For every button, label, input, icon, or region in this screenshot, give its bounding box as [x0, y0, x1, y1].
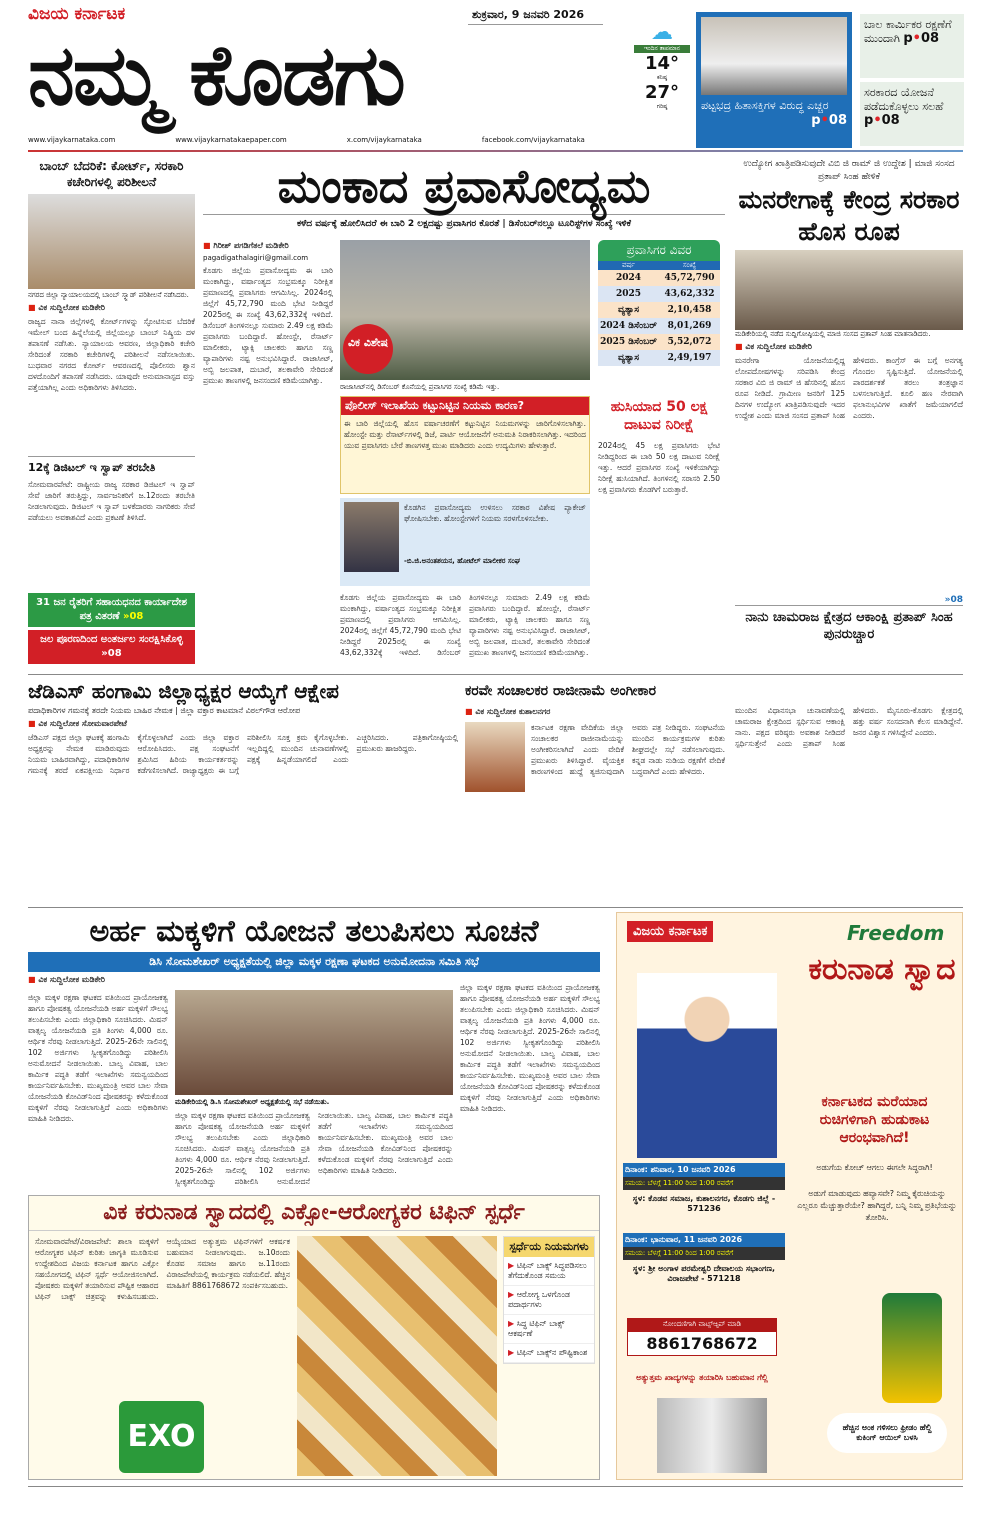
byline: ■ ವಿಕ ಸುದ್ದಿಲೋಕ ಮಡಿಕೇರಿ [28, 975, 600, 985]
x-link[interactable]: x.com/vijaykarnataka [346, 136, 422, 144]
food-photo [297, 1236, 497, 1476]
byline: ■ ಗಿರೀಶ್ ಪಗಡಿಗೆತಲೆ ಮಡಿಕೇರಿ [203, 241, 333, 251]
box-headline: ಪೊಲೀಸ್ ಇಲಾಖೆಯ ಕಟ್ಟುನಿಟ್ಟಿನ ನಿಯಮ ಕಾರಣ? [341, 397, 589, 415]
ad-title: ಕರುನಾಡ ಸ್ವಾದ [808, 952, 956, 987]
teaser-text: ಬಾಲ ಕಾರ್ಮಿಕರ ರಕ್ಷಣೆಗೆ ಮುಂದಾಗಿ [864, 18, 952, 45]
table-cell: 43,62,332 [664, 289, 715, 299]
tourist-table [598, 240, 720, 366]
teaser-photo [701, 17, 847, 95]
table-row [598, 318, 720, 334]
jds-subhead: ಪದಾಧಿಕಾರಿಗಳ ಗಮನಕ್ಕೆ ತರದೇ ನಿಯಮ ಬಾಹಿರ ನೇಮಕ | ಜಿಲ್ಲಾ ವಕ್ತಾರ ಕಾಟಮಾನೆ ವಿಠಲ್‌ಗೌಡ ಆರೋಪ [28, 706, 301, 715]
quote-author: -ಬಿ.ಜಿ.ಅನಂತಶಯನ, ಹೋಟೆಲ್ ಮಾಲೀಕರ ಸಂಘ [404, 557, 520, 565]
teaser-text: ಸರಕಾರದ ಯೋಜನೆ ಪಡೆದುಕೊಳ್ಳಲು ಸಲಹೆ [864, 86, 944, 113]
table-cell: 2,49,197 [667, 353, 712, 363]
jds-story [28, 678, 458, 903]
weather-label: ಇಂದಿನ ತಾಪಮಾನ [634, 45, 690, 53]
event-venue: ಸ್ಥಳ: ಕೊಡವ ಸಮಾಜ, ಕುಶಾಲನಗರ, ಕೊಡಗು ಜಿಲ್ಲೆ - 571236 [632, 1194, 776, 1213]
teaser-3[interactable] [860, 82, 964, 146]
table-cell: 2,10,458 [667, 305, 712, 315]
jds-headline: ಜೆಡಿಎಸ್ ಹಂಗಾಮಿ ಜಿಲ್ಲಾಧ್ಯಕ್ಷರ ಆಯ್ಕೆಗೆ ಆಕ್ಷೇಪ [28, 679, 339, 703]
phone-box[interactable] [627, 1318, 777, 1356]
article-body: ಕೊಡಗು ಜಿಲ್ಲೆಯ ಪ್ರವಾಸೋದ್ಯಮ ಈ ಬಾರಿ ಮಂಕಾಗಿದ್ದು, ವರ್ಷಾಂತ್ಯದ ಸಂಭ್ರಮಕ್ಕೂ ನಿರೀಕ್ಷಿತ ಪ್ರಮಾಣದಲ್ಲಿ ಪ್ರವಾಸಿಗರು ಆಗಮಿಸಿಲ್ಲ. 2024ರಲ್ಲಿ ಜಿಲ್ಲೆಗೆ 45,72,790 ಮಂದಿ ಭೇಟಿ ನೀಡಿದ್ದರೆ 2025ರಲ್ಲಿ ಈ ಸಂಖ್ಯೆ 43,62,332ಕ್ಕೆ ಇಳಿದಿದೆ. ಡಿಸೆಂಬರ್ ತಿಂಗಳಿನಲ್ಲೂ ಸುಮಾರು 2.49 ಲಕ್ಷ ಕಡಿಮೆ ಪ್ರವಾಸಿಗರು ಬಂದಿದ್ದಾರೆ. ಹೋಂಸ್ಟೇ, ರೆಸಾರ್ಟ್ ಮಾಲೀಕರು, ಟ್ಯಾಕ್ಸಿ ಚಾಲಕರು ಹಾಗೂ ಸಣ್ಣ ವ್ಯಾಪಾರಿಗಳು ನಷ್ಟ ಅನುಭವಿಸಿದ್ದಾರೆ. ರಾಜಾಸೀಟ್, ಅಬ್ಬಿ ಜಲಪಾತ, ದುಬಾರೆ, ತಲಕಾವೇರಿ ಸೇರಿದಂತೆ ಪ್ರಮುಖ ತಾಣಗಳಲ್ಲಿ ಜನಸಂದಣಿ ಕಡಿಮೆಯಾಗಿತ್ತು. [203, 266, 333, 385]
chamaraja-headline: ನಾನು ಚಾಮರಾಜ ಕ್ಷೇತ್ರದ ಆಕಾಂಕ್ಷಿ ಪ್ರತಾಪ್ ಸಿಂಹ ಪುನರುಚ್ಚಾರ [745, 610, 953, 642]
page-ref: p•08 [864, 113, 900, 128]
teaser-text: ಪಟ್ಟಭದ್ರ ಹಿತಾಸಕ್ತಿಗಳ ವಿರುದ್ಧ ಎಚ್ಚರ [701, 99, 829, 112]
ad-footer: ಹೆಚ್ಚಿನ ಅಂಕ ಗಳಿಸಲು ಫ್ರೀಡಂ ಹೆಲ್ದಿ ಕುಕಿಂಗ್ ಆಯಿಲ್ ಬಳಸಿ [827, 1413, 947, 1453]
event-date: ದಿನಾಂಕ: ಭಾನುವಾರ, 11 ಜನವರಿ 2026 [623, 1233, 785, 1247]
article-body-2: ಜಿಲ್ಲಾ ಮಕ್ಕಳ ರಕ್ಷಣಾ ಘಟಕದ ವತಿಯಿಂದ ಪ್ರಾಯೋಜಕತ್ವ ಹಾಗೂ ಪೋಷಕತ್ವ ಯೋಜನೆಯಡಿ ಅರ್ಹ ಮಕ್ಕಳಿಗೆ ಸೌಲಭ್ಯ ತಲುಪಿಸಬೇಕು ಎಂದು ಜಿಲ್ಲಾಧಿಕಾರಿ ಸೂಚಿಸಿದರು. ಮಿಷನ್ ವಾತ್ಸಲ್ಯ ಯೋಜನೆಯಡಿ ಪ್ರತಿ ತಿಂಗಳು 4,000 ರೂ. ಆರ್ಥಿಕ ನೆರವು ನೀಡಲಾಗುತ್ತಿದೆ. 2025-26ನೇ ಸಾಲಿನಲ್ಲಿ 102 ಅರ್ಜಿಗಳು ಸ್ವೀಕೃತಗೊಂಡಿದ್ದು ಪರಿಶೀಲಿಸಿ ಅನುಮೋದನೆ ನೀಡಲಾಯಿತು. ಬಾಲ್ಯ ವಿವಾಹ, ಬಾಲ ಕಾರ್ಮಿಕ ಪದ್ಧತಿ ತಡೆಗೆ ಇಲಾಖೆಗಳು ಸಮನ್ವಯದಿಂದ ಕಾರ್ಯನಿರ್ವಹಿಸಬೇಕು. ಮುಖ್ಯಮಂತ್ರಿ ಅವರ ಬಾಲ ಸೇವಾ ಯೋಜನೆಯಡಿ ಕೋವಿಡ್‌ನಿಂದ ಪೋಷಕರನ್ನು ಕಳೆದುಕೊಂಡ ಮಕ್ಕಳಿಗೆ ನೆರವು ನೀಡಲಾಗುತ್ತಿದೆ ಎಂದು ಅಧಿಕಾರಿಗಳು ಮಾಹಿತಿ ನೀಡಿದರು. [175, 1111, 453, 1186]
table-cell: 45,72,790 [664, 273, 715, 283]
caption: ಮಡಿಕೇರಿಯಲ್ಲಿ ಡಿ.ಸಿ ಸೋಮಶೇಖರ್ ಅಧ್ಯಕ್ಷತೆಯಲ್ಲಿ ಸಭೆ ನಡೆಯಿತು. [175, 1098, 330, 1106]
paper-title: ನಮ್ಮ ಕೊಡಗು [28, 26, 404, 124]
max-label: ಗರಿಷ್ಠ [656, 103, 668, 110]
mgnrega-headline: ಮನರೇಗಾಕ್ಕೆ ಕೇಂದ್ರ ಸರಕಾರ ಹೊಸ ರೂಪ [738, 185, 960, 246]
divider [28, 674, 963, 675]
table-cell: 8,01,269 [667, 321, 712, 331]
table-cell: 2025 ಡಿಸೆಂಬರ್ [600, 337, 657, 347]
email: pagadigathalagiri@gmail.com [203, 254, 309, 262]
tiffin-headline: ವಿಕ ಕರುನಾಡ ಸ್ವಾದದಲ್ಲಿ ಎಕ್ಸೋ-ಆರೋಗ್ಯಕರ ಟಿಫಿನ್ ಸ್ಪರ್ಧೆ [29, 1196, 599, 1231]
bomb-headline: ಬಾಂಬ್ ಬೆದರಿಕೆ: ಕೋರ್ಟ್, ಸರಕಾರಿ ಕಚೇರಿಗಳಲ್ಲಿ ಪರಿಶೀಲನೆ [39, 159, 184, 189]
min-label: ಕನಿಷ್ಠ [656, 74, 668, 81]
red-teaser[interactable]: ಜಲ ಪೂರಣದಿಂದ ಅಂತರ್ಜಲ ಸಂರಕ್ಷಿಸಿಕೊಳ್ಳಿ »08 [28, 630, 195, 664]
lead-headline: ಮಂಕಾದ ಪ್ರವಾಸೋದ್ಯಮ [203, 158, 725, 215]
karave-story [465, 678, 725, 903]
teaser-2[interactable] [860, 14, 964, 78]
table-row [598, 334, 720, 350]
green-teaser[interactable]: 31 ಜನ ರೈತರಿಗೆ ಸಹಾಯಧನದ ಕಾರ್ಯಾದೇಶ ಪತ್ರ ವಿತರಣೆ »08 [28, 593, 195, 627]
article-body-2: ಕೊಡಗು ಜಿಲ್ಲೆಯ ಪ್ರವಾಸೋದ್ಯಮ ಈ ಬಾರಿ ಮಂಕಾಗಿದ್ದು, ವರ್ಷಾಂತ್ಯದ ಸಂಭ್ರಮಕ್ಕೂ ನಿರೀಕ್ಷಿತ ಪ್ರಮಾಣದಲ್ಲಿ ಪ್ರವಾಸಿಗರು ಆಗಮಿಸಿಲ್ಲ. 2024ರಲ್ಲಿ ಜಿಲ್ಲೆಗೆ 45,72,790 ಮಂದಿ ಭೇಟಿ ನೀಡಿದ್ದರೆ 2025ರಲ್ಲಿ ಈ ಸಂಖ್ಯೆ 43,62,332ಕ್ಕೆ ಇಳಿದಿದೆ. ಡಿಸೆಂಬರ್ ತಿಂಗಳಿನಲ್ಲೂ ಸುಮಾರು 2.49 ಲಕ್ಷ ಕಡಿಮೆ ಪ್ರವಾಸಿಗರು ಬಂದಿದ್ದಾರೆ. ಹೋಂಸ್ಟೇ, ರೆಸಾರ್ಟ್ ಮಾಲೀಕರು, ಟ್ಯಾಕ್ಸಿ ಚಾಲಕರು ಹಾಗೂ ಸಣ್ಣ ವ್ಯಾಪಾರಿಗಳು ನಷ್ಟ ಅನುಭವಿಸಿದ್ದಾರೆ. ರಾಜಾಸೀಟ್, ಅಬ್ಬಿ ಜಲಪಾತ, ದುಬಾರೆ, ತಲಕಾವೇರಿ ಸೇರಿದಂತೆ ಪ್ರಮುಖ ತಾಣಗಳಲ್ಲಿ ಜನಸಂದಣಿ ಕಡಿಮೆಯಾಗಿತ್ತು. [340, 593, 590, 657]
schemes-story [28, 912, 600, 1190]
kicker: ಉದ್ಯೋಗ ಖಾತ್ರಿಪಡಿಸುವುದೇ ವಿಬಿ ಜಿ ರಾಮ್ ಜಿ ಉದ್ದೇಶ | ಮಾಜಿ ಸಂಸದ ಪ್ರತಾಪ್ ಸಿಂಹ ಹೇಳಿಕೆ [743, 159, 955, 182]
page-ref: p•08 [903, 31, 940, 46]
table-title: ಪ್ರವಾಸಿಗರ ವಿವರ [598, 240, 720, 261]
lead-subhead: ಕಳೆದ ವರ್ಷಕ್ಕೆ ಹೋಲಿಸಿದರೆ ಈ ಬಾರಿ 2 ಲಕ್ಷದಷ್ಟು ಪ್ರವಾಸಿಗರ ಕೊರತೆ | ಡಿಸೆಂಬರ್‌ನಲ್ಲೂ ಟೂರಿಸ್ಟ್‌ಗಳ ಸಂಖ್ಯೆ ಇಳಿಕೆ [297, 219, 631, 229]
event-1 [623, 1163, 785, 1217]
byline: ■ ವಿಕ ಸುದ್ದಿಲೋಕ ಮಡಿಕೇರಿ [28, 303, 195, 313]
teaser-main[interactable] [696, 12, 852, 148]
ad-tagline-2: ಅಡುಗೆಯ ಕೋಚ್ ಆಗಲು ಈಗಲೇ ಸಿದ್ಧರಾಗಿ! [816, 1163, 933, 1172]
byline: ■ ವಿಕ ಸುದ್ದಿಲೋಕ ಮಡಿಕೇರಿ [735, 342, 963, 352]
weather-widget [634, 20, 690, 111]
rule-item: ▶ ಸಿದ್ಧ ಟಿಫಿನ್ ಬಾಕ್ಸ್ ಆಕರ್ಷಣೆ [504, 1315, 594, 1344]
rule-item: ▶ ಟಿಫಿನ್ ಬಾಕ್ಸ್‌ನ ಪೌಷ್ಟಿಕಾಂಶ [504, 1344, 594, 1363]
rules-title: ಸ್ಪರ್ಧೆಯ ನಿಯಮಗಳು [504, 1237, 594, 1257]
event-time: ಸಮಯ: ಬೆಳಗ್ಗೆ 11:00 ರಿಂದ 1:00 ರವರೆಗೆ [623, 1247, 785, 1260]
vika-badge: ವಿಕ ವಿಶೇಷ [343, 324, 393, 374]
min-temp: 14° [644, 53, 680, 74]
ad-prize: ಅತ್ಯುತ್ತಮ ಖಾದ್ಯಗಳನ್ನು ತಯಾರಿಸಿ ಬಹುಮಾನ ಗೆಲ್ಲಿ [636, 1373, 768, 1382]
table-cell: 5,52,072 [667, 337, 712, 347]
chef-image [637, 973, 777, 1158]
appliance-image [657, 1398, 767, 1473]
box-body: ಈ ಬಾರಿ ಜಿಲ್ಲೆಯಲ್ಲಿ ಹೊಸ ವರ್ಷಾಚರಣೆಗೆ ಕಟ್ಟುನಿಟ್ಟಿನ ನಿಯಮಗಳನ್ನು ಜಾರಿಗೊಳಿಸಲಾಗಿತ್ತು. ಹೋಂಸ್ಟೇ ಮತ್ತು ರೆಸಾರ್ಟ್‌ಗಳಲ್ಲಿ ಡಿಜೆ, ಪಾರ್ಟಿ ಆಯೋಜನೆಗೆ ಅನುಮತಿ ನಿರಾಕರಿಸಲಾಗಿತ್ತು. ಇದರಿಂದ ಯುವ ಪ್ರವಾಸಿಗರು ಬೇರೆ ತಾಣಗಳತ್ತ ಮುಖ ಮಾಡಿದರು ಎಂದು ಉದ್ಯಮಿಗಳು ಹೇಳುತ್ತಾರೆ. [344, 419, 586, 450]
schemes-subhead: ಡಿಸಿ ಸೋಮಶೇಖರ್ ಅಧ್ಯಕ್ಷತೆಯಲ್ಲಿ ಜಿಲ್ಲಾ ಮಕ್ಕಳ ರಕ್ಷಣಾ ಘಟಕದ ಅನುಮೋದನಾ ಸಮಿತಿ ಸಭೆ [28, 952, 600, 972]
masthead [28, 4, 968, 154]
quote-text: ಕೊಡಗಿನ ಪ್ರವಾಸೋದ್ಯಮ ಉಳಿಸಲು ಸರಕಾರ ವಿಶೇಷ ಪ್ಯಾಕೇಜ್ ಘೋಷಿಸಬೇಕು. ಹೋಂಸ್ಟೇಗಳಿಗೆ ನಿಯಮ ಸರಳಗೊಳಿಸಬೇಕು. [404, 503, 586, 523]
article-body-3: ಜಿಲ್ಲಾ ಮಕ್ಕಳ ರಕ್ಷಣಾ ಘಟಕದ ವತಿಯಿಂದ ಪ್ರಾಯೋಜಕತ್ವ ಹಾಗೂ ಪೋಷಕತ್ವ ಯೋಜನೆಯಡಿ ಅರ್ಹ ಮಕ್ಕಳಿಗೆ ಸೌಲಭ್ಯ ತಲುಪಿಸಬೇಕು ಎಂದು ಜಿಲ್ಲಾಧಿಕಾರಿ ಸೂಚಿಸಿದರು. ಮಿಷನ್ ವಾತ್ಸಲ್ಯ ಯೋಜನೆಯಡಿ ಪ್ರತಿ ತಿಂಗಳು 4,000 ರೂ. ಆರ್ಥಿಕ ನೆರವು ನೀಡಲಾಗುತ್ತಿದೆ. 2025-26ನೇ ಸಾಲಿನಲ್ಲಿ 102 ಅರ್ಜಿಗಳು ಸ್ವೀಕೃತಗೊಂಡಿದ್ದು ಪರಿಶೀಲಿಸಿ ಅನುಮೋದನೆ ನೀಡಲಾಯಿತು. ಬಾಲ್ಯ ವಿವಾಹ, ಬಾಲ ಕಾರ್ಮಿಕ ಪದ್ಧತಿ ತಡೆಗೆ ಇಲಾಖೆಗಳು ಸಮನ್ವಯದಿಂದ ಕಾರ್ಯನಿರ್ವಹಿಸಬೇಕು. ಮುಖ್ಯಮಂತ್ರಿ ಅವರ ಬಾಲ ಸೇವಾ ಯೋಜನೆಯಡಿ ಕೋವಿಡ್‌ನಿಂದ ಪೋಷಕರನ್ನು ಕಳೆದುಕೊಂಡ ಮಕ್ಕಳಿಗೆ ನೆರವು ನೀಡಲಾಗುತ್ತಿದೆ ಎಂದು ಅಧಿಕಾರಿಗಳು ಮಾಹಿತಿ ನೀಡಿದರು. [460, 983, 600, 1113]
court-photo [28, 194, 195, 289]
table-row [598, 270, 720, 286]
table-cell: 2025 [615, 289, 642, 299]
ad-question: ಅಡುಗೆ ಮಾಡುವುದು ಹವ್ಯಾಸವೇ? ನಿಮ್ಮ ಕೈರುಚಿಯನ್ನು ಎಲ್ಲರೂ ಮೆಚ್ಚುತ್ತಾರೆಯೇ? ಹಾಗಿದ್ದರೆ, ಬನ್ನಿ ನಿಮ್ಮ ಪ್ರತಿಭೆಯನ್ನು ತೋರಿಸಿ. [797, 1189, 957, 1222]
date: ಶುಕ್ರವಾರ, 9 ಜನವರಿ 2026 [468, 6, 603, 25]
table-row [598, 286, 720, 302]
divider [28, 1486, 963, 1487]
photo-caption: ರಾಜಾಸೀಟ್‌ನಲ್ಲಿ ಡಿಸೆಂಬರ್ ಕೊನೆಯಲ್ಲಿ ಪ್ರವಾಸಿಗರ ಸಂಖ್ಯೆ ಕಡಿಮೆ ಇತ್ತು. [340, 383, 500, 391]
article-body: ಸೋಮವಾರಪೇಟೆ/ವಿರಾಜಪೇಟೆ: ಶಾಲಾ ಮಕ್ಕಳಿಗೆ ಆರೋಗ್ಯಕರ ಟಿಫಿನ್ ಕುರಿತು ಜಾಗೃತಿ ಮೂಡಿಸುವ ಉದ್ದೇಶದಿಂದ ವಿಜಯ ಕರ್ನಾಟಕ ಹಾಗೂ ಎಕ್ಸೋ ಸಹಯೋಗದಲ್ಲಿ ಟಿಫಿನ್ ಸ್ಪರ್ಧೆ ಆಯೋಜಿಸಲಾಗಿದೆ. ಪೋಷಕರು ಮಕ್ಕಳಿಗೆ ತಯಾರಿಸುವ ಪೌಷ್ಟಿಕ ಆಹಾರದ ಟಿಫಿನ್ ಬಾಕ್ಸ್ ಚಿತ್ರವನ್ನು ಕಳುಹಿಸಬಹುದು. ಆಯ್ಕೆಯಾದ ಅತ್ಯುತ್ತಮ ಟಿಫಿನ್‌ಗಳಿಗೆ ಆಕರ್ಷಕ ಬಹುಮಾನ ನೀಡಲಾಗುವುದು. ಜ.10ರಂದು ಕೊಡವ ಸಮಾಜ ಹಾಗೂ ಜ.11ರಂದು ವಿರಾಜಪೇಟೆಯಲ್ಲಿ ಕಾರ್ಯಕ್ರಮ ನಡೆಯಲಿದೆ. ಹೆಚ್ಚಿನ ಮಾಹಿತಿಗೆ 8861768672 ಸಂಪರ್ಕಿಸಬಹುದು. [35, 1237, 290, 1301]
tiffin-contest [28, 1195, 600, 1480]
meeting-photo [175, 990, 453, 1095]
article-body: ಜೆಡಿಎಸ್ ಪಕ್ಷದ ಜಿಲ್ಲಾ ಘಟಕಕ್ಕೆ ಹಂಗಾಮಿ ಅಧ್ಯಕ್ಷರನ್ನು ನೇಮಕ ಮಾಡಿರುವುದು ನಿಯಮ ಬಾಹಿರವಾಗಿದ್ದು, ಪದಾಧಿಕಾರಿಗಳ ಗಮನಕ್ಕೆ ತರದೆ ಏಕಪಕ್ಷೀಯ ನಿರ್ಧಾರ ಕೈಗೊಳ್ಳಲಾಗಿದೆ ಎಂದು ಜಿಲ್ಲಾ ವಕ್ತಾರ ಆರೋಪಿಸಿದರು. ಪಕ್ಷ ಸಂಘಟನೆಗೆ ಶ್ರಮಿಸಿದ ಹಿರಿಯ ಕಾರ್ಯಕರ್ತರನ್ನು ಕಡೆಗಣಿಸಲಾಗಿದೆ. ರಾಜ್ಯಾಧ್ಯಕ್ಷರು ಈ ಬಗ್ಗೆ ಪರಿಶೀಲಿಸಿ ಸೂಕ್ತ ಕ್ರಮ ಕೈಗೊಳ್ಳಬೇಕು. ಇಲ್ಲದಿದ್ದಲ್ಲಿ ಮುಂದಿನ ಚುನಾವಣೆಗಳಲ್ಲಿ ಪಕ್ಷಕ್ಕೆ ಹಿನ್ನಡೆಯಾಗಲಿದೆ ಎಂದು ಎಚ್ಚರಿಸಿದರು. ಪತ್ರಿಕಾಗೋಷ್ಠಿಯಲ್ಲಿ ಪ್ರಮುಖರು ಹಾಜರಿದ್ದರು. [28, 733, 458, 775]
person-photo [465, 722, 525, 792]
phone-number[interactable]: 8861768672 [627, 1331, 777, 1356]
event-date: ದಿನಾಂಕ: ಶನಿವಾರ, 10 ಜನವರಿ 2026 [623, 1163, 785, 1177]
rule-item: ▶ ಆರೋಗ್ಯ ಒಳಗೊಂಡ ಪದಾರ್ಥಗಳು [504, 1286, 594, 1315]
left-column [28, 158, 195, 670]
website-link[interactable]: www.vijaykarnataka.com [28, 136, 116, 144]
vk-logo: ವಿಜಯ ಕರ್ನಾಟಕ [627, 921, 713, 942]
table-cell: ವ್ಯತ್ಯಾಸ [618, 353, 639, 363]
epaper-link[interactable]: www.vijaykarnatakaepaper.com [175, 136, 287, 144]
table-cell: 2024 ಡಿಸೆಂಬರ್ [600, 321, 657, 331]
caption: ಮಡಿಕೇರಿಯಲ್ಲಿ ನಡೆದ ಸುದ್ದಿಗೋಷ್ಠಿಯಲ್ಲಿ ಮಾಜಿ ಸಂಸದ ಪ್ರತಾಪ್ ಸಿಂಹ ಮಾತನಾಡಿದರು. [735, 330, 931, 338]
facebook-link[interactable]: facebook.com/vijaykarnataka [481, 136, 585, 144]
caption: ನಗರದ ಜಿಲ್ಲಾ ನ್ಯಾಯಾಲಯದಲ್ಲಿ ಬಾಂಬ್ ಸ್ಕ್ವಾಡ್ ಪರಿಶೀಲನೆ ನಡೆಸಿದರು. [28, 291, 189, 299]
police-box [340, 396, 590, 494]
table-header: ವರ್ಷ ಸಂಖ್ಯೆ [598, 261, 720, 270]
ad-tagline: ಕರ್ನಾಟಕದ ಮರೆಯಾದ ರುಚಿಗಳಿಗಾಗಿ ಹುಡುಕಾಟ ಆರಂಭವಾಗಿದೆ! [819, 1094, 930, 1146]
phone-label: ನೋಂದಣಿಗಾಗಿ ವಾಟ್ಸ್‌ಆ್ಯಪ್ ಮಾಡಿ [627, 1318, 777, 1331]
karunada-swada-ad[interactable] [616, 912, 963, 1480]
table-cell: 2024 [615, 273, 642, 283]
oil-bottle-image [882, 1293, 942, 1403]
divider [28, 150, 963, 152]
article-body: ಜಿಲ್ಲಾ ಮಕ್ಕಳ ರಕ್ಷಣಾ ಘಟಕದ ವತಿಯಿಂದ ಪ್ರಾಯೋಜಕತ್ವ ಹಾಗೂ ಪೋಷಕತ್ವ ಯೋಜನೆಯಡಿ ಅರ್ಹ ಮಕ್ಕಳಿಗೆ ಸೌಲಭ್ಯ ತಲುಪಿಸಬೇಕು ಎಂದು ಜಿಲ್ಲಾಧಿಕಾರಿ ಸೂಚಿಸಿದರು. ಮಿಷನ್ ವಾತ್ಸಲ್ಯ ಯೋಜನೆಯಡಿ ಪ್ರತಿ ತಿಂಗಳು 4,000 ರೂ. ಆರ್ಥಿಕ ನೆರವು ನೀಡಲಾಗುತ್ತಿದೆ. 2025-26ನೇ ಸಾಲಿನಲ್ಲಿ 102 ಅರ್ಜಿಗಳು ಸ್ವೀಕೃತಗೊಂಡಿದ್ದು ಪರಿಶೀಲಿಸಿ ಅನುಮೋದನೆ ನೀಡಲಾಯಿತು. ಬಾಲ್ಯ ವಿವಾಹ, ಬಾಲ ಕಾರ್ಮಿಕ ಪದ್ಧತಿ ತಡೆಗೆ ಇಲಾಖೆಗಳು ಸಮನ್ವಯದಿಂದ ಕಾರ್ಯನಿರ್ವಹಿಸಬೇಕು. ಮುಖ್ಯಮಂತ್ರಿ ಅವರ ಬಾಲ ಸೇವಾ ಯೋಜನೆಯಡಿ ಕೋವಿಡ್‌ನಿಂದ ಪೋಷಕರನ್ನು ಕಳೆದುಕೊಂಡ ಮಕ್ಕಳಿಗೆ ನೆರವು ನೀಡಲಾಗುತ್ತಿದೆ ಎಂದು ಅಧಿಕಾರಿಗಳು ಮಾಹಿತಿ ನೀಡಿದರು. [28, 993, 168, 1123]
article-body: ಮನರೇಗಾ ಯೋಜನೆಯಲ್ಲಿದ್ದ ಲೋಪದೋಷಗಳನ್ನು ಸರಿಪಡಿಸಿ ಕೇಂದ್ರ ಸರಕಾರ ವಿಬಿ ಜಿ ರಾಮ್ ಜಿ ಹೆಸರಿನಲ್ಲಿ ಹೊಸ ರೂಪ ನೀಡಿದೆ. ಗ್ರಾಮೀಣ ಜನರಿಗೆ 125 ದಿನಗಳ ಉದ್ಯೋಗ ಖಾತ್ರಿಪಡಿಸುವುದೇ ಇದರ ಉದ್ದೇಶ ಎಂದು ಮಾಜಿ ಸಂಸದ ಪ್ರತಾಪ್ ಸಿಂಹ ಹೇಳಿದರು. ಕಾಂಗ್ರೆಸ್ ಈ ಬಗ್ಗೆ ಅನಗತ್ಯ ಗೊಂದಲ ಸೃಷ್ಟಿಸುತ್ತಿದೆ. ಯೋಜನೆಯಲ್ಲಿ ಪಾರದರ್ಶಕತೆ ತರಲು ತಂತ್ರಜ್ಞಾನ ಬಳಸಲಾಗುತ್ತಿದೆ. ಕೂಲಿ ಹಣ ನೇರವಾಗಿ ಫಲಾನುಭವಿಗಳ ಖಾತೆಗೆ ಜಮೆಯಾಗಲಿದೆ ಎಂದರು. [735, 356, 963, 420]
brand-small: ವಿಜಯ ಕರ್ನಾಟಕ [28, 4, 126, 24]
lead-story [203, 158, 725, 670]
byline: ■ ವಿಕ ಸುದ್ದಿಲೋಕ ಕುಶಾಲನಗರ [465, 707, 725, 717]
rules-box [503, 1236, 595, 1364]
quote-box [340, 498, 590, 586]
max-temp: 27° [644, 82, 680, 103]
event-venue: ಸ್ಥಳ: ಶ್ರೀ ಅಂಗಾಳ ಪರಮೇಶ್ವರಿ ದೇವಾಲಯ ಸಭಾಂಗಣ, ವಿರಾಜಪೇಟೆ - 571218 [632, 1264, 776, 1283]
karave-headline: ಕರವೇ ಸಂಚಾಲಕರ ರಾಜೀನಾಮೆ ಅಂಗೀಕಾರ [465, 683, 656, 699]
table-cell: ವ್ಯತ್ಯಾಸ [618, 305, 639, 315]
article-body: ಕರ್ನಾಟಕ ರಕ್ಷಣಾ ವೇದಿಕೆಯ ಜಿಲ್ಲಾ ಸಂಚಾಲಕರ ರಾಜೀನಾಮೆಯನ್ನು ಅಂಗೀಕರಿಸಲಾಗಿದೆ ಎಂದು ವೇದಿಕೆ ಪ್ರಮುಖರು ತಿಳಿಸಿದ್ದಾರೆ. ವೈಯಕ್ತಿಕ ಕಾರಣಗಳಿಂದ ಹುದ್ದೆ ತ್ಯಜಿಸುವುದಾಗಿ ಅವರು ಪತ್ರ ನೀಡಿದ್ದರು. ಸಂಘಟನೆಯ ಮುಂದಿನ ಕಾರ್ಯಕ್ರಮಗಳ ಕುರಿತು ಶೀಘ್ರದಲ್ಲೇ ಸಭೆ ನಡೆಸಲಾಗುವುದು. ಕನ್ನಡ ನಾಡು ನುಡಿಯ ರಕ್ಷಣೆಗೆ ವೇದಿಕೆ ಬದ್ಧವಾಗಿದೆ ಎಂದು ಹೇಳಿದರು. [531, 723, 725, 776]
rule-item: ▶ ಟಿಫಿನ್ ಬಾಕ್ಸ್ ಸಿದ್ಧಪಡಿಸಲು ತೆಗೆದುಕೊಂಡ ಸಮಯ [504, 1257, 594, 1286]
schemes-headline: ಅರ್ಹ ಮಕ್ಕಳಿಗೆ ಯೋಜನೆ ತಲುಪಿಸಲು ಸೂಚನೆ [89, 914, 539, 949]
page-ref: p•08 [811, 113, 847, 128]
continued-ref[interactable]: »08 [944, 595, 963, 605]
freedom-logo: Freedom [847, 921, 945, 945]
side-headline: ಹುಸಿಯಾದ 50 ಲಕ್ಷ ದಾಟುವ ನಿರೀಕ್ಷೆ [610, 399, 708, 433]
event-time: ಸಮಯ: ಬೆಳಗ್ಗೆ 11:00 ರಿಂದ 1:00 ರವರೆಗೆ [623, 1177, 785, 1190]
story-headline: 12ಕ್ಕೆ ಡಿಜಿಟಲ್ ಇ ಸ್ವಾಪ್ ತರಬೇತಿ [28, 461, 156, 474]
article-body: ರಾಜ್ಯದ ನಾನಾ ಜಿಲ್ಲೆಗಳಲ್ಲಿ ಕೋರ್ಟ್‌ಗಳನ್ನು ಸ್ಫೋಟಿಸುವ ಬೆದರಿಕೆ ಇಮೇಲ್ ಬಂದ ಹಿನ್ನೆಲೆಯಲ್ಲಿ ಜಿಲ್ಲೆಯಲ್ಲೂ ಬಾಂಬ್ ನಿಷ್ಕ್ರಿಯ ದಳ ತಪಾಸಣೆ ನಡೆಸಿತು. ನ್ಯಾಯಾಲಯ ಆವರಣ, ಜಿಲ್ಲಾಧಿಕಾರಿ ಕಚೇರಿ ಸೇರಿದಂತೆ ಸರಕಾರಿ ಕಚೇರಿಗಳಲ್ಲಿ ಪರಿಶೀಲನೆ ನಡೆಸಲಾಯಿತು. ಬುಧವಾರ ನಗರದ ಕೋರ್ಟ್ ಆವರಣದಲ್ಲಿ ಪೊಲೀಸರು ಶ್ವಾನ ದಳದೊಂದಿಗೆ ತಪಾಸಣೆ ನಡೆಸಿದರು. ಯಾವುದೇ ಅನುಮಾನಾಸ್ಪದ ವಸ್ತು ಪತ್ತೆಯಾಗಿಲ್ಲ ಎಂದು ಅಧಿಕಾರಿಗಳು ತಿಳಿಸಿದರು. [28, 317, 195, 392]
byline: ■ ವಿಕ ಸುದ್ದಿಲೋಕ ಸೋಮವಾರಪೇಟೆ [28, 719, 458, 729]
table-row [598, 302, 720, 318]
exo-logo: EXO [119, 1401, 204, 1473]
person-photo [344, 502, 399, 572]
press-meet-photo [735, 250, 963, 330]
event-2 [623, 1233, 785, 1288]
article-body: ಸೋಮವಾರಪೇಟೆ: ರಾಷ್ಟ್ರೀಯ ರಾಜ್ಯ ಸರಕಾರ ಡಿಜಿಟಲ್ ಇ ಸ್ವಾಪ್ ಸೇವೆ ಜಾರಿಗೆ ತರುತ್ತಿದ್ದು, ಸಾರ್ವಜನಿಕರಿಗೆ ಜ.12ರಂದು ತರಬೇತಿ ನೀಡಲಾಗುವುದು. ಡಿಜಿಟಲ್ ಇ ಸ್ವಾಪ್ ಬಳಕೆದಾರರು ನಾಗರಿಕರು ಸೇವೆ ಪಡೆಯಲು ಅವಕಾಶವಿದೆ ಎಂದು ಪ್ರಕಟಣೆ ತಿಳಿಸಿದೆ. [28, 480, 195, 522]
right-column [735, 158, 963, 670]
divider [28, 907, 963, 908]
side-body: 2024ರಲ್ಲಿ 45 ಲಕ್ಷ ಪ್ರವಾಸಿಗರು ಭೇಟಿ ನೀಡಿದ್ದರಿಂದ ಈ ಬಾರಿ 50 ಲಕ್ಷ ದಾಟುವ ನಿರೀಕ್ಷೆ ಇತ್ತು. ಆದರೆ ಪ್ರವಾಸಿಗರ ಸಂಖ್ಯೆ ಇಳಿಕೆಯಾಗಿದ್ದು ನಿರೀಕ್ಷೆ ಹುಸಿಯಾಗಿದೆ. ತಿಂಗಳಿನಲ್ಲಿ ಸರಾಸರಿ 2.50 ಲಕ್ಷ ಪ್ರವಾಸಿಗರು ಕೊಡಗಿಗೆ ಬರುತ್ತಾರೆ. [598, 441, 720, 494]
chamaraja-body: ಮುಂದಿನ ವಿಧಾನಸಭಾ ಚುನಾವಣೆಯಲ್ಲಿ ಚಾಮರಾಜ ಕ್ಷೇತ್ರದಿಂದ ಸ್ಪರ್ಧಿಸುವ ಆಕಾಂಕ್ಷಿ ನಾನು. ಪಕ್ಷದ ವರಿಷ್ಠರು ಅವಕಾಶ ನೀಡಿದರೆ ಸ್ಪರ್ಧಿಸುತ್ತೇನೆ ಎಂದು ಪ್ರತಾಪ್ ಸಿಂಹ ಹೇಳಿದರು. ಮೈಸೂರು-ಕೊಡಗು ಕ್ಷೇತ್ರದಲ್ಲಿ ಹತ್ತು ವರ್ಷ ಸಂಸದನಾಗಿ ಕೆಲಸ ಮಾಡಿದ್ದೇನೆ. ಜನರ ವಿಶ್ವಾಸ ಗಳಿಸಿದ್ದೇನೆ ಎಂದರು. [735, 706, 963, 748]
table-row [598, 350, 720, 366]
cloud-sun-icon: ☁ [651, 20, 673, 45]
links-row [28, 136, 628, 144]
